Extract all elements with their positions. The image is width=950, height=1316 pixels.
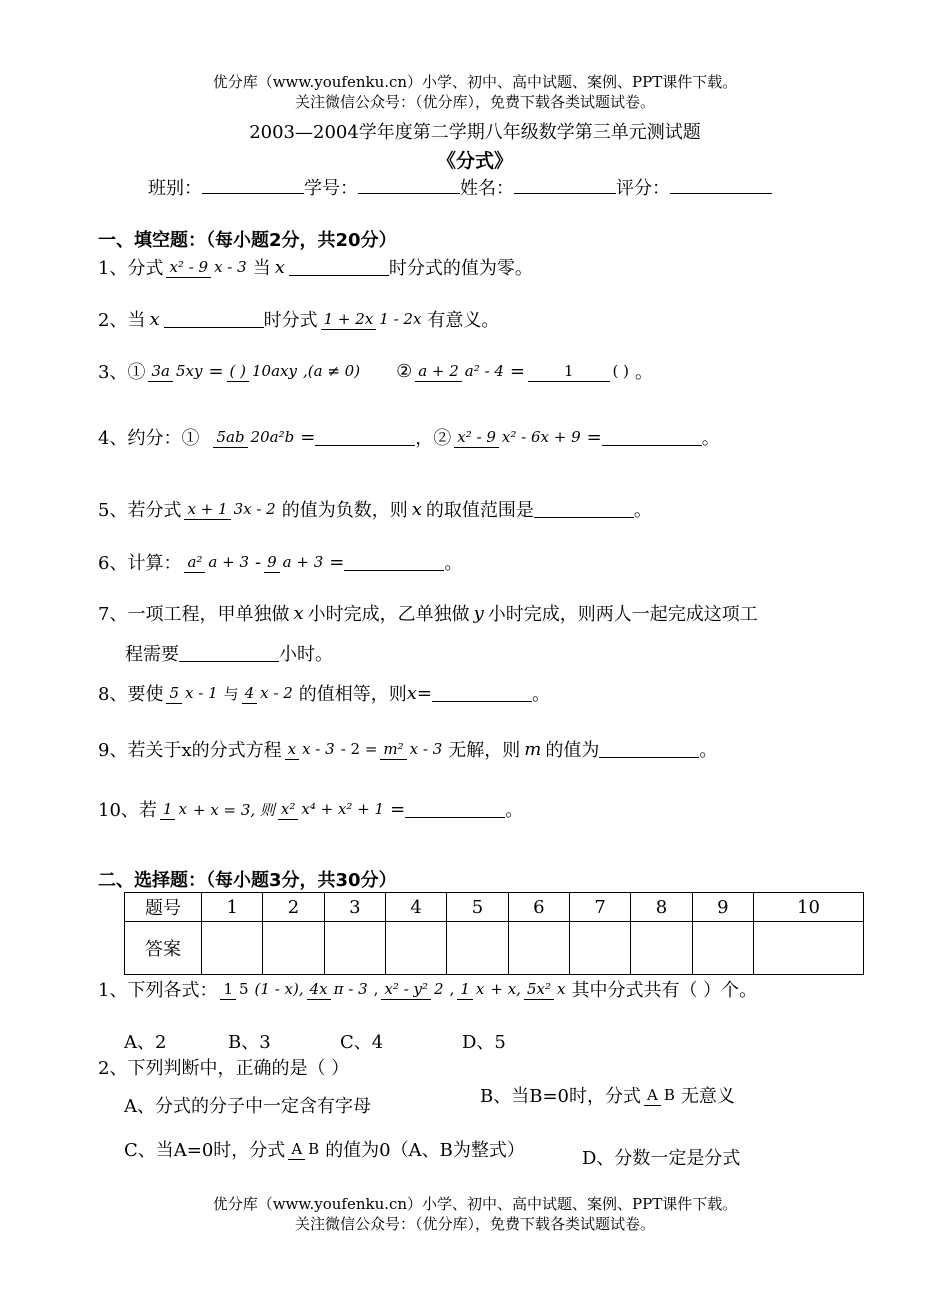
fill-question-9	[98, 736, 717, 762]
question-number-cell: 7	[569, 893, 630, 922]
q4-sep: ，②	[415, 428, 452, 449]
q10-f1-den: x	[178, 799, 187, 818]
q1-fraction	[166, 258, 249, 277]
answer-cell[interactable]	[263, 922, 324, 975]
cq1-comma-2: ,	[373, 980, 379, 998]
cq1-term-3	[381, 980, 446, 999]
q9-after: 无解，则	[448, 740, 521, 761]
cq2-c-post: 的值为0（A、B为整式）	[325, 1140, 525, 1161]
answer-cell[interactable]	[385, 922, 446, 975]
cq2-b-den: B	[663, 1085, 675, 1104]
cq1-after: 其中分式共有（ ）个。	[571, 980, 758, 1001]
question-number-cell: 3	[324, 893, 385, 922]
id-blank[interactable]	[358, 175, 460, 194]
q10-mid: + x = 3, 则	[192, 800, 275, 819]
q7-answer-blank[interactable]	[179, 645, 279, 662]
q6-f2-num: 9	[264, 553, 280, 573]
q6-fraction-1	[184, 553, 252, 572]
q6-fraction-2	[264, 553, 326, 572]
cq1-t2-den: π - 3	[333, 979, 368, 998]
q7-text-a: 7、一项工程，甲单独做	[98, 604, 290, 625]
q7-text-c: 小时完成，则两人一起完成这项工	[487, 604, 758, 625]
cq2-c-pre: C、当A=0时，分式	[124, 1140, 286, 1161]
cq1-t2-num: 4x	[307, 980, 331, 1000]
answer-cell[interactable]	[202, 922, 263, 975]
q10-answer-blank[interactable]	[405, 801, 505, 818]
q8-number: 8、要使	[98, 684, 164, 705]
q4-f2-num: x² - 9	[454, 428, 499, 448]
answer-table	[124, 892, 864, 975]
q1-var: x	[274, 256, 285, 278]
cq1-option-a[interactable]: A、2	[124, 1032, 167, 1053]
q2-denominator: 1 - 2x	[379, 309, 422, 328]
q10-f2-num: x²	[278, 800, 298, 820]
q5-text: 的值为负数，则	[281, 500, 408, 521]
q8-fraction-2	[242, 684, 296, 703]
q5-den: 3x - 2	[233, 499, 276, 518]
answer-table-row-label: 题号	[125, 893, 202, 922]
cq2-b-num: A	[644, 1086, 661, 1106]
fill-question-1	[98, 254, 533, 280]
answer-cell[interactable]	[692, 922, 753, 975]
q6-answer-blank[interactable]	[344, 554, 444, 571]
cq2-c-fraction	[288, 1140, 322, 1159]
q4-answer-blank-1[interactable]	[315, 429, 415, 446]
question-number-cell: 2	[263, 893, 324, 922]
id-label: 学号：	[304, 178, 358, 199]
cq1-option-b[interactable]: B、3	[228, 1032, 271, 1053]
q3-eq-2: =	[509, 360, 525, 382]
answer-table-answer-row	[125, 922, 864, 975]
q9-answer-blank[interactable]	[599, 741, 699, 758]
cq1-term-2	[307, 980, 371, 999]
question-number-cell: 8	[631, 893, 692, 922]
exam-title: 2003—2004学年度第二学期八年级数学第三单元测试题	[249, 122, 701, 143]
q1-answer-blank[interactable]	[289, 259, 389, 276]
fill-question-10	[98, 796, 523, 822]
q3-f4-num: 1	[528, 362, 610, 382]
name-blank[interactable]	[514, 175, 616, 194]
q7-x: x	[293, 602, 304, 624]
question-number-cell: 6	[508, 893, 569, 922]
answer-cell[interactable]	[447, 922, 508, 975]
cq1-t1-num: 1	[220, 980, 236, 1000]
q3-fraction-3	[415, 362, 507, 381]
q10-f2-den: x⁴ + x² + 1	[301, 799, 385, 818]
fill-question-7-line-1	[98, 600, 758, 626]
q2-after: 有意义。	[427, 310, 500, 331]
footer-line-2: 关注微信公众号：（优分库），免费下载各类试题试卷。	[294, 1215, 655, 1233]
cq1-t1-den: 5	[239, 979, 249, 998]
footer-line-1: 优分库（www.youfenku.cn）小学、初中、高中试题、案例、PPT课件下载。	[212, 1195, 738, 1213]
cq1-t4-rest: + x,	[490, 980, 521, 998]
q3-f1-den: 5xy	[175, 361, 203, 380]
answer-table-header-row	[125, 893, 864, 922]
fill-question-4	[98, 424, 720, 450]
cq1-t1-rest: (1 - x),	[254, 980, 304, 998]
q9-mid: - 2 =	[340, 740, 378, 758]
q9-f1-den: x - 3	[302, 739, 335, 758]
q10-f1-num: 1	[160, 800, 176, 820]
q4-number: 4、约分：①	[98, 428, 200, 449]
answer-cell[interactable]	[324, 922, 385, 975]
cq2-option-a[interactable]: A、分式的分子中一定含有字母	[124, 1096, 371, 1117]
question-number-cell: 5	[447, 893, 508, 922]
q4-fraction-2	[454, 428, 583, 447]
cq2-stem: 2、下列判断中，正确的是（ ）	[98, 1058, 350, 1079]
q8-f1-den: x - 1	[185, 683, 218, 702]
header-line-2: 关注微信公众号：（优分库），免费下载各类试题试卷。	[294, 93, 655, 111]
q7-text-d: 程需要	[125, 644, 179, 665]
q7-y: y	[473, 602, 484, 624]
cq2-b-pre: B、当B=0时，分式	[480, 1086, 641, 1107]
q4-answer-blank-2[interactable]	[602, 429, 702, 446]
q4-end: 。	[701, 428, 720, 449]
q1-text: 当	[252, 258, 271, 279]
q2-var: x	[149, 308, 160, 330]
q9-f2-num: m²	[380, 740, 406, 760]
choice-question-1	[98, 976, 757, 1002]
q1-number: 1、分式	[98, 258, 164, 279]
q5-answer-blank[interactable]	[534, 501, 634, 518]
cq2-c-num: A	[288, 1140, 305, 1160]
q2-fraction	[321, 310, 425, 329]
q3-f3-den: a² - 4	[464, 361, 504, 380]
cq1-term-5	[524, 980, 569, 999]
q9-after-2: 的值为	[545, 740, 600, 761]
q4-eq-2: =	[586, 426, 602, 448]
q1-denominator: x - 3	[214, 257, 247, 276]
q5-num: x + 1	[184, 500, 230, 520]
q5-end: 。	[633, 500, 652, 521]
q3-part2: ②	[396, 360, 413, 382]
q4-f1-num: 5ab	[213, 428, 247, 448]
q8-conj: 与	[223, 684, 239, 703]
q3-eq: =	[208, 360, 224, 382]
cq2-b-fraction	[644, 1086, 678, 1105]
cq1-comma-3: ,	[449, 980, 455, 998]
answer-row-label: 答案	[125, 922, 202, 975]
q6-end: 。	[444, 553, 463, 574]
q2-text: 时分式	[263, 310, 318, 331]
q9-end: 。	[699, 740, 718, 761]
q3-condition: ,(a ≠ 0)	[302, 362, 361, 380]
q9-fraction-1	[285, 740, 338, 759]
q3-fraction-2[interactable]	[227, 362, 300, 381]
q8-fraction-1	[166, 684, 220, 703]
q1-after: 时分式的值为零。	[388, 258, 533, 279]
q3-fraction-4[interactable]	[528, 362, 632, 381]
q2-numerator: 1 + 2x	[321, 310, 377, 330]
question-number-cell: 10	[753, 893, 863, 922]
student-info-row	[148, 174, 772, 200]
q5-var: x	[411, 498, 422, 520]
q9-number: 9、若关于x的分式方程	[98, 740, 282, 761]
q3-f2-num: ( )	[227, 362, 249, 382]
answer-cell[interactable]	[753, 922, 863, 975]
header-line-1: 优分库（www.youfenku.cn）小学、初中、高中试题、案例、PPT课件下载。	[212, 73, 738, 91]
q5-number: 5、若分式	[98, 500, 182, 521]
q3-f1-num: 3a	[148, 362, 173, 382]
q2-answer-blank[interactable]	[164, 311, 264, 328]
q3-end: 。	[635, 362, 654, 383]
q5-after: 的取值范围是	[425, 500, 534, 521]
question-number-cell: 4	[385, 893, 446, 922]
q6-f1-num: a²	[184, 553, 205, 573]
q6-eq: =	[329, 551, 345, 573]
fill-question-8	[98, 680, 550, 706]
q10-fraction-2	[278, 800, 387, 819]
fill-question-2	[98, 306, 499, 332]
q3-fraction-1	[148, 362, 205, 381]
q4-fraction-1	[213, 428, 297, 447]
q2-number: 2、当	[98, 310, 146, 331]
q6-op: -	[255, 551, 262, 573]
q8-f1-num: 5	[166, 684, 182, 704]
q8-answer-blank[interactable]	[432, 685, 532, 702]
q9-f1-num: x	[285, 740, 299, 760]
q8-text: 的值相等，则	[298, 684, 407, 705]
cq2-option-b[interactable]	[480, 1082, 735, 1108]
q10-eq: =	[390, 798, 406, 820]
cq2-option-d[interactable]: D、分数一定是分式	[582, 1148, 741, 1169]
score-blank[interactable]	[670, 175, 772, 194]
fill-question-3	[98, 358, 653, 384]
question-number-cell: 1	[202, 893, 263, 922]
q8-end: 。	[532, 684, 551, 705]
cq1-number: 1、下列各式：	[98, 980, 218, 1001]
q6-f1-den: a + 3	[208, 552, 250, 571]
cq1-option-d[interactable]: D、5	[462, 1032, 506, 1053]
section2-heading: 二、选择题：（每小题3分，共30分）	[98, 870, 397, 891]
q3-f4-den: ( )	[612, 361, 630, 380]
fill-question-6	[98, 549, 462, 575]
q4-f1-den: 20a²b	[250, 427, 295, 446]
cq1-term-4	[457, 980, 487, 999]
fill-question-7-line-2	[125, 640, 333, 666]
cq1-t4-den: x	[475, 979, 485, 998]
fill-question-5	[98, 496, 652, 522]
q8-f2-num: 4	[242, 684, 258, 704]
q8-var: x=	[406, 682, 433, 704]
class-blank[interactable]	[202, 175, 304, 194]
q4-f2-den: x² - 6x + 9	[501, 427, 581, 446]
q9-fraction-2	[380, 740, 445, 759]
q9-f2-den: x - 3	[409, 739, 443, 758]
section1-heading: 一、填空题：（每小题2分，共20分）	[98, 230, 397, 251]
q3-f3-num: a + 2	[415, 362, 462, 382]
score-label: 评分：	[616, 178, 670, 199]
cq1-term-1-frac	[220, 980, 251, 999]
q3-number: 3、①	[98, 362, 146, 383]
exam-subtitle: 《分式》	[436, 150, 513, 172]
q1-numerator: x² - 9	[166, 258, 211, 278]
answer-cell[interactable]	[631, 922, 692, 975]
cq1-t5-num: 5x²	[524, 980, 554, 1000]
q8-f2-den: x - 2	[260, 683, 293, 702]
cq2-option-c[interactable]	[124, 1136, 525, 1162]
cq1-t3-num: x² - y²	[381, 980, 431, 1000]
cq1-option-c[interactable]: C、4	[340, 1032, 384, 1053]
q4-eq: =	[300, 426, 316, 448]
name-label: 姓名：	[460, 178, 514, 199]
q6-number: 6、计算：	[98, 553, 182, 574]
q9-var: m	[524, 738, 542, 760]
cq2-c-den: B	[308, 1139, 320, 1158]
cq1-t4-num: 1	[457, 980, 473, 1000]
answer-cell[interactable]	[569, 922, 630, 975]
q5-fraction	[184, 500, 278, 519]
cq1-t3-den: 2	[434, 979, 444, 998]
q7-text-e: 小时。	[279, 644, 333, 665]
cq1-t5-den: x	[556, 979, 566, 998]
question-number-cell: 9	[692, 893, 753, 922]
cq2-b-post: 无意义	[680, 1086, 735, 1107]
class-label: 班别：	[148, 178, 202, 199]
q7-text-b: 小时完成，乙单独做	[307, 604, 470, 625]
q10-end: 。	[505, 800, 524, 821]
answer-cell[interactable]	[508, 922, 569, 975]
q3-f2-den: 10axy	[252, 361, 297, 380]
q6-f2-den: a + 3	[282, 552, 324, 571]
q10-number: 10、若	[98, 800, 157, 821]
q10-fraction-1	[160, 800, 190, 819]
